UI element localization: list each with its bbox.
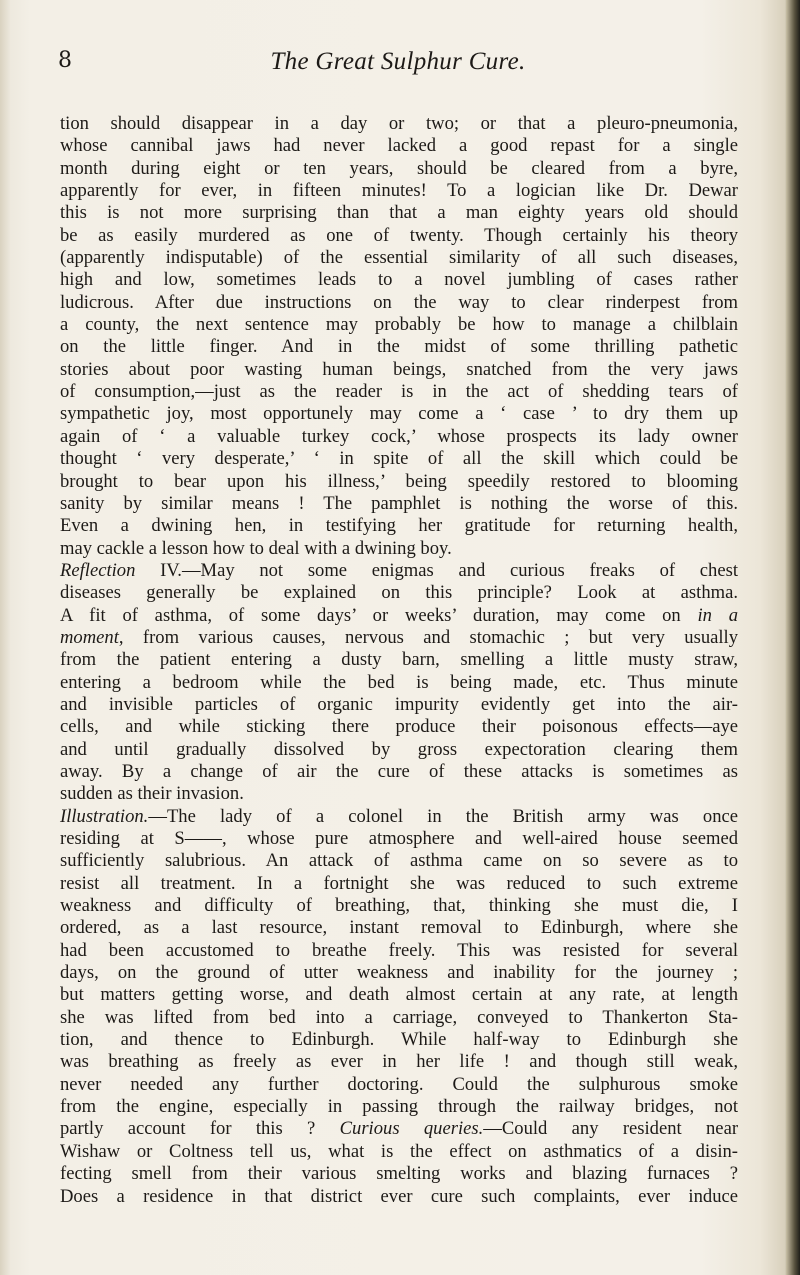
text-line: sudden as their invasion. [60,783,244,805]
paragraph-1 [60,113,738,560]
text-line: never needed any further doctoring. Could the sulphurous smoke [60,1073,738,1095]
text-line: fecting smell from their various smelting works and blazing furnaces ? [60,1163,738,1185]
text-line: and invisible particles of organic impurity evidently get into the air- [60,693,738,715]
page-number: 8 [58,48,72,73]
illustration-label: Illustration. [60,805,149,827]
paragraph-3 [60,806,738,1208]
paragraph-2 [60,560,738,806]
text-line: partly account for this ? Curious queries.—Could any resident near [60,1118,739,1140]
text-line: ordered, as a last resource, instant removal to Edinburgh, where she [60,917,738,939]
text-line: she was lifted from bed into a carriage, conveyed to Thankerton Sta- [60,1006,738,1028]
running-title: The Great Sulphur Cure. [270,48,526,75]
body-text [60,113,738,1208]
text-line: Illustration.—The lady of a colonel in the British army was once [60,805,738,827]
page-header [58,48,738,78]
text-line: but matters getting worse, and death almost certain at any rate, at length [60,984,738,1006]
text-line: tion, and thence to Edinburgh. While half-way to Edinburgh she [60,1029,738,1051]
text-line: high and low, sometimes leads to a novel jumbling of cases rather [60,269,738,291]
reflection-label: Reflection [60,559,136,581]
text-line: A fit of asthma, of some days’ or weeks’ duration, may come on in a [60,604,738,626]
text-line: moment, from various causes, nervous and stomachic ; but very usually [60,626,738,648]
text-line: sanity by similar means ! The pamphlet is nothing the worse of this. [60,492,738,514]
text-line: of consumption,—just as the reader is in the act of shedding tears of [60,381,738,403]
page-left-margin [0,0,10,1275]
text-line: a county, the next sentence may probably be how to manage a chilblain [60,314,738,336]
text-line: sympathetic joy, most opportunely may come a ‘ case ’ to dry them up [60,403,738,425]
text-line: resist all treatment. In a fortnight she was reduced to such extreme [60,872,738,894]
moment-rest: , from various causes, nervous and stomachic ; but very usually [118,626,738,648]
text-line: from the engine, especially in passing through the railway bridges, not [60,1096,738,1118]
page-binding-edge [786,0,800,1275]
curious-queries-label: Curious queries. [339,1118,484,1140]
text-line: weakness and difficulty of breathing, that, thinking she must die, I [60,895,738,917]
text-line: from the patient entering a dusty barn, smelling a little musty straw, [60,649,738,671]
text-line: may cackle a lesson how to deal with a dwining boy. [60,537,452,559]
text-line: month during eight or ten years, should be cleared from a byre, [60,157,738,179]
text-line: Even a dwining hen, in testifying her gratitude for returning health, [60,515,738,537]
text-line: residing at S——, whose pure atmosphere and well-aired house seemed [60,828,738,849]
text-line: diseases generally be explained on this principle? Look at asthma. [60,582,738,604]
text-line: stories about poor wasting human beings, snatched from the very jaws [60,358,738,380]
text-line: (apparently indisputable) of the essential similarity of all such diseases, [60,247,738,269]
text-line: away. By a change of air the cure of these attacks is sometimes as [60,760,738,782]
text-line: days, on the ground of utter weakness and inability for the journey ; [60,962,738,984]
text-line: Does a residence in that district ever cure such complaints, ever induce [60,1185,738,1207]
text-line: ludicrous. After due instructions on the way to clear rinderpest from [60,291,738,313]
text-line: entering a bedroom while the bed is being made, etc. Thus minute [60,671,738,693]
text-line: apparently for ever, in fifteen minutes! To a logician like Dr. Dewar [60,180,738,202]
text-line: be as easily murdered as one of twenty. Though certainly his theory [60,224,738,246]
text-line: brought to bear upon his illness,’ being speedily restored to blooming [60,470,738,492]
text-line: Wishaw or Coltness tell us, what is the effect on asthmatics of a disin- [60,1140,738,1162]
text-line: was breathing as freely as ever in her life ! and though still weak, [60,1051,738,1073]
text-line: cells, and while sticking there produce their poisonous effects—aye [60,716,738,738]
text-line: whose cannibal jaws had never lacked a good repast for a single [60,135,738,157]
text-line: tion should disappear in a day or two; or that a pleuro-pneumonia, [60,113,738,134]
text-line: this is not more surprising than that a man eighty years old should [60,202,738,224]
text-line: thought ‘ very desperate,’ ‘ in spite of all the skill which could be [60,448,738,470]
text-line: and until gradually dissolved by gross expectoration clearing them [60,738,738,760]
text-line: on the little finger. And in the midst of some thrilling pathetic [60,336,738,358]
text-line: sufficiently salubrious. An attack of asthma came on so severe as to [60,850,738,872]
text-line: had been accustomed to breathe freely. This was resisted for several [60,939,738,961]
text-line: again of ‘ a valuable turkey cock,’ whose prospects its lady owner [60,425,738,447]
text-line: Reflection IV.—May not some enigmas and curious freaks of chest [60,559,738,581]
